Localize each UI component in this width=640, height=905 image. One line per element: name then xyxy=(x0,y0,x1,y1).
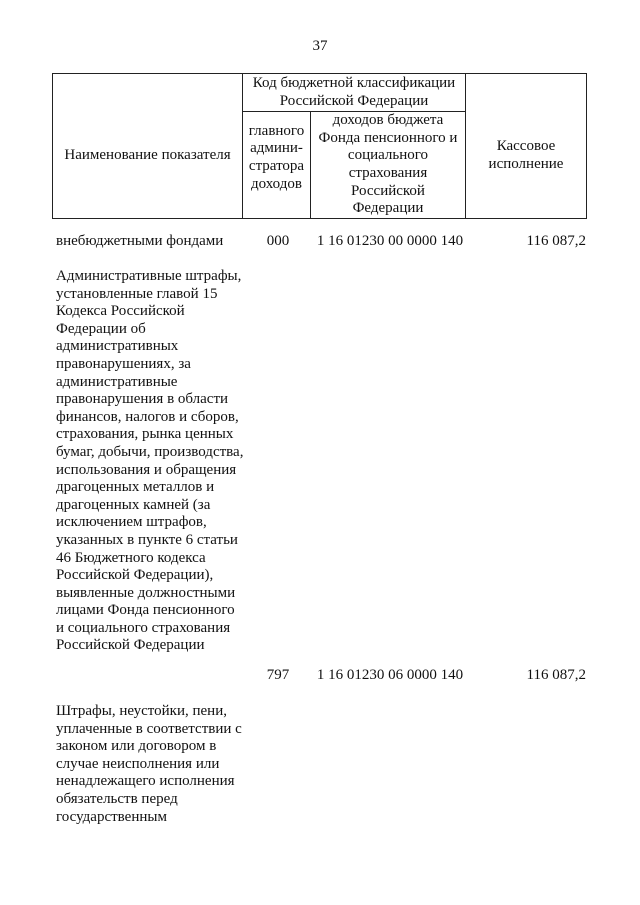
header-indicator-name: Наименование показателя xyxy=(53,74,243,219)
row-classification-code: 1 16 01230 06 0000 140 xyxy=(316,667,464,683)
row-administrator-code: 000 xyxy=(266,233,290,249)
row-indicator-name: внебюджетными фондами xyxy=(56,233,224,249)
header-budget-classification-code: Код бюджетной классификации Российской Федерации xyxy=(243,74,466,112)
row-cash-execution: 116 087,2 xyxy=(526,233,586,249)
row-administrator-code: 797 xyxy=(266,667,290,683)
row-cash-execution: 116 087,2 xyxy=(526,667,586,683)
row-indicator-name: Штрафы, неустойки, пени, уплаченные в соответствии с законом или договором в случае неисполнения или ненадлежащего исполнения обязательств перед государственным xyxy=(56,703,242,825)
header-cash-execution: Кассовое исполнение xyxy=(466,74,587,219)
header-main-administrator: главного админи-стратора доходов xyxy=(243,112,311,219)
row-indicator-name: Административные штрафы, установленные главой 15 Кодекса Российской Федерации об административных правонарушениях, за административные правонарушения в области финансов, налогов и сборов, страхования, рынка ценных бумаг, добычи, производства, использования и обращения драгоценных металлов и драгоценных камней (за исключением штрафов, указанных в пункте 6 статьи 46 Бюджетного кодекса Российской Федерации), выявленные должностными лицами Фонда пенсионного и социального страхования Российской Федерации xyxy=(56,268,244,654)
page-number: 37 xyxy=(312,38,328,54)
table-header xyxy=(52,73,587,219)
header-pension-fund-revenues: доходов бюджета Фонда пенсионного и социального страхования Российской Федерации xyxy=(311,112,466,219)
row-classification-code: 1 16 01230 00 0000 140 xyxy=(316,233,464,249)
